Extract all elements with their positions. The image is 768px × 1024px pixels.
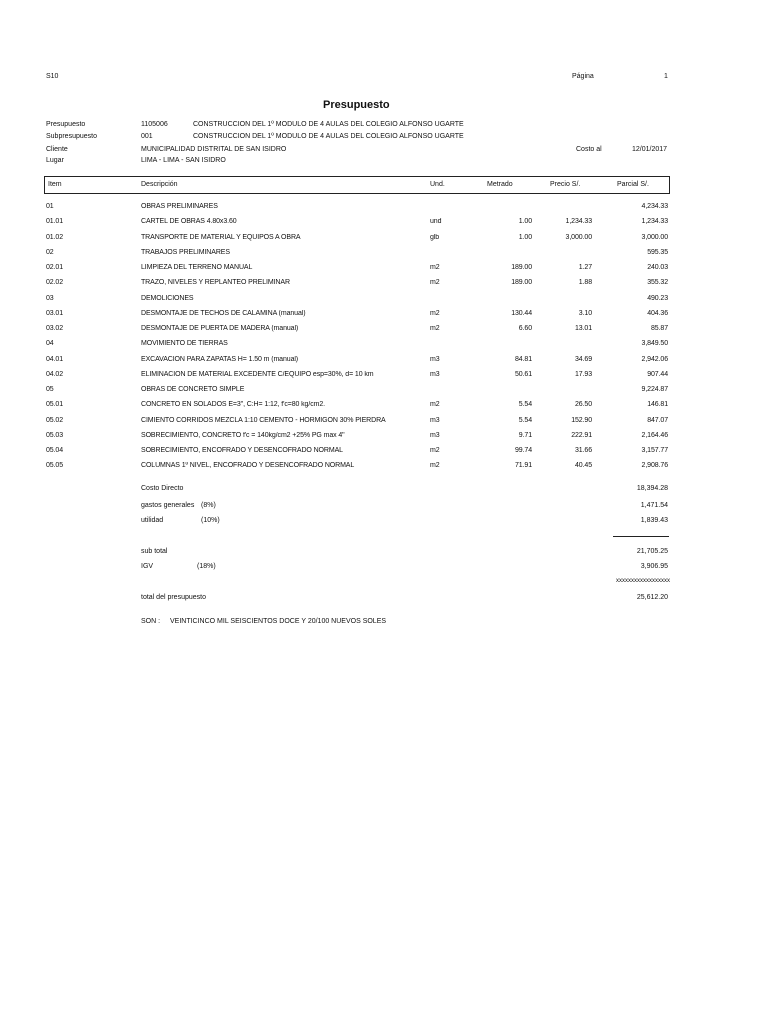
row-metrado: 9.71	[518, 432, 532, 439]
row-item-code: 01.01	[46, 218, 64, 225]
row-unit: m2	[430, 264, 440, 271]
igv-pct: (18%)	[197, 563, 216, 570]
row-metrado: 189.00	[511, 279, 532, 286]
row-unit: m2	[430, 325, 440, 332]
row-parcial: 3,000.00	[641, 234, 668, 241]
row-description: TRANSPORTE DE MATERIAL Y EQUIPOS A OBRA	[141, 234, 301, 241]
row-parcial: 490.23	[647, 295, 668, 302]
utilidad-value: 1,839.43	[640, 517, 668, 524]
costo-directo-label: Costo Directo	[141, 485, 184, 492]
igv-value: 3,906.95	[640, 563, 668, 570]
row-parcial: 2,908.76	[641, 462, 668, 469]
subtotal-value: 21,705.25	[636, 548, 668, 555]
row-unit: und	[430, 218, 442, 225]
column-description: Descripción	[141, 181, 178, 188]
row-metrado: 5.54	[518, 401, 532, 408]
page-number: 1	[664, 73, 668, 80]
row-metrado: 50.61	[514, 371, 532, 378]
sum-rule	[613, 536, 669, 537]
row-parcial: 907.44	[647, 371, 668, 378]
row-unit: m3	[430, 432, 440, 439]
row-item-code: 05.04	[46, 447, 64, 454]
row-metrado: 5.54	[518, 417, 532, 424]
row-item-code: 05.03	[46, 432, 64, 439]
row-unit: m2	[430, 279, 440, 286]
costo-label: Costo al	[576, 146, 602, 153]
row-item-code: 05.05	[46, 462, 64, 469]
row-description: LIMPIEZA DEL TERRENO MANUAL	[141, 264, 253, 271]
cliente-value: MUNICIPALIDAD DISTRITAL DE SAN ISIDRO	[141, 146, 287, 153]
costo-directo-value: 18,394.28	[636, 485, 668, 492]
row-description: EXCAVACION PARA ZAPATAS H= 1.50 m (manual)	[141, 356, 299, 363]
row-precio: 13.01	[574, 325, 592, 332]
row-item-code: 04.01	[46, 356, 64, 363]
son-label: SON :	[141, 618, 161, 625]
column-unit: Und.	[430, 181, 445, 188]
row-description: CIMIENTO CORRIDOS MEZCLA 1:10 CEMENTO - HORMIGON 30% PIERDRA	[141, 417, 386, 424]
gastos-pct: (8%)	[201, 502, 216, 509]
row-precio: 40.45	[574, 462, 592, 469]
row-parcial: 146.81	[647, 401, 668, 408]
row-unit: m3	[430, 417, 440, 424]
row-item-code: 05.02	[46, 417, 64, 424]
lugar-label: Lugar	[46, 157, 64, 164]
row-precio: 1.88	[578, 279, 592, 286]
row-parcial: 2,942.06	[641, 356, 668, 363]
row-unit: m2	[430, 401, 440, 408]
row-item-code: 01.02	[46, 234, 64, 241]
row-description: DESMONTAJE DE TECHOS DE CALAMINA (manual)	[141, 310, 306, 317]
row-description: DEMOLICIONES	[141, 295, 194, 302]
column-precio: Precio S/.	[550, 181, 581, 188]
row-description: SOBRECIMIENTO, ENCOFRADO Y DESENCOFRADO NORMAL	[141, 447, 343, 454]
row-item-code: 01	[46, 203, 54, 210]
subpresupuesto-code: 001	[141, 133, 153, 140]
row-description: OBRAS DE CONCRETO SIMPLE	[141, 386, 245, 393]
row-parcial: 3,849.50	[641, 340, 668, 347]
utilidad-pct: (10%)	[201, 517, 220, 524]
row-parcial: 2,164.46	[641, 432, 668, 439]
row-unit: m2	[430, 462, 440, 469]
subpresupuesto-label: Subpresupuesto	[46, 133, 97, 140]
row-metrado: 71.91	[514, 462, 532, 469]
row-unit: m3	[430, 371, 440, 378]
igv-label: IGV	[141, 563, 154, 570]
row-metrado: 189.00	[511, 264, 532, 271]
row-item-code: 03.01	[46, 310, 64, 317]
row-parcial: 3,157.77	[641, 447, 668, 454]
row-precio: 1,234.33	[565, 218, 592, 225]
row-metrado: 6.60	[518, 325, 532, 332]
row-item-code: 02	[46, 249, 54, 256]
row-description: COLUMNAS 1º NIVEL, ENCOFRADO Y DESENCOFRADO NORMAL	[141, 462, 355, 469]
row-description: DESMONTAJE DE PUERTA DE MADERA (manual)	[141, 325, 299, 332]
report-code: S10	[46, 73, 59, 80]
total-label: total del presupuesto	[141, 594, 206, 601]
row-precio: 222.91	[571, 432, 592, 439]
row-parcial: 85.87	[650, 325, 668, 332]
row-precio: 31.66	[574, 447, 592, 454]
row-description: ELIMINACION DE MATERIAL EXCEDENTE C/EQUIPO esp=30%, d= 10 km	[141, 371, 374, 378]
row-unit: m2	[430, 310, 440, 317]
row-item-code: 05	[46, 386, 54, 393]
row-item-code: 04.02	[46, 371, 64, 378]
row-unit: glb	[430, 234, 440, 241]
presupuesto-label: Presupuesto	[46, 121, 86, 128]
cliente-label: Cliente	[46, 146, 68, 153]
row-description: CONCRETO EN SOLADOS E=3", C:H= 1:12, f'c=80 kg/cm2.	[141, 401, 325, 408]
subpresupuesto-desc: CONSTRUCCION DEL 1º MODULO DE 4 AULAS DEL COLEGIO ALFONSO UGARTE	[193, 133, 464, 140]
row-metrado: 130.44	[511, 310, 532, 317]
row-parcial: 240.03	[647, 264, 668, 271]
utilidad-label: utilidad	[141, 517, 164, 524]
row-parcial: 595.35	[647, 249, 668, 256]
costo-date: 12/01/2017	[632, 146, 668, 153]
row-precio: 152.90	[571, 417, 592, 424]
row-unit: m3	[430, 356, 440, 363]
row-metrado: 1.00	[518, 234, 532, 241]
row-description: TRABAJOS PRELIMINARES	[141, 249, 230, 256]
presupuesto-desc: CONSTRUCCION DEL 1º MODULO DE 4 AULAS DEL COLEGIO ALFONSO UGARTE	[193, 121, 464, 128]
row-description: CARTEL DE OBRAS 4.80x3.60	[141, 218, 237, 225]
row-precio: 26.50	[574, 401, 592, 408]
row-unit: m2	[430, 447, 440, 454]
row-parcial: 404.36	[647, 310, 668, 317]
row-item-code: 03.02	[46, 325, 64, 332]
column-metrado: Metrado	[487, 181, 513, 188]
row-item-code: 03	[46, 295, 54, 302]
row-description: MOVIMIENTO DE TIERRAS	[141, 340, 228, 347]
row-parcial: 847.07	[647, 417, 668, 424]
column-item: Item	[48, 181, 62, 188]
total-value: 25,612.20	[636, 594, 668, 601]
row-precio: 3,000.00	[565, 234, 592, 241]
row-precio: 17.93	[574, 371, 592, 378]
row-metrado: 99.74	[514, 447, 532, 454]
gastos-value: 1,471.54	[640, 502, 668, 509]
row-precio: 3.10	[578, 310, 592, 317]
row-parcial: 355.32	[647, 279, 668, 286]
son-text: VEINTICINCO MIL SEISCIENTOS DOCE Y 20/100 NUEVOS SOLES	[170, 618, 387, 625]
document-title: Presupuesto	[323, 99, 390, 111]
column-parcial: Parcial S/.	[617, 181, 649, 188]
row-item-code: 04	[46, 340, 54, 347]
presupuesto-code: 1105006	[141, 121, 168, 128]
row-item-code: 02.02	[46, 279, 64, 286]
row-item-code: 05.01	[46, 401, 64, 408]
page-label: Página	[572, 73, 594, 80]
row-metrado: 84.81	[514, 356, 532, 363]
gastos-label: gastos generales	[141, 502, 195, 509]
row-description: OBRAS PRELIMINARES	[141, 203, 218, 210]
lugar-value: LIMA - LIMA - SAN ISIDRO	[141, 157, 226, 164]
row-precio: 34.69	[574, 356, 592, 363]
row-description: SOBRECIMIENTO, CONCRETO f'c = 140kg/cm2 +25% PG max 4"	[141, 432, 345, 439]
x-separator: xxxxxxxxxxxxxxxxxx	[616, 578, 670, 584]
row-precio: 1.27	[578, 264, 592, 271]
subtotal-label: sub total	[141, 548, 168, 555]
row-description: TRAZO, NIVELES Y REPLANTEO PRELIMINAR	[141, 279, 290, 286]
row-parcial: 4,234.33	[641, 203, 668, 210]
row-parcial: 9,224.87	[641, 386, 668, 393]
row-item-code: 02.01	[46, 264, 64, 271]
row-metrado: 1.00	[518, 218, 532, 225]
row-parcial: 1,234.33	[641, 218, 668, 225]
